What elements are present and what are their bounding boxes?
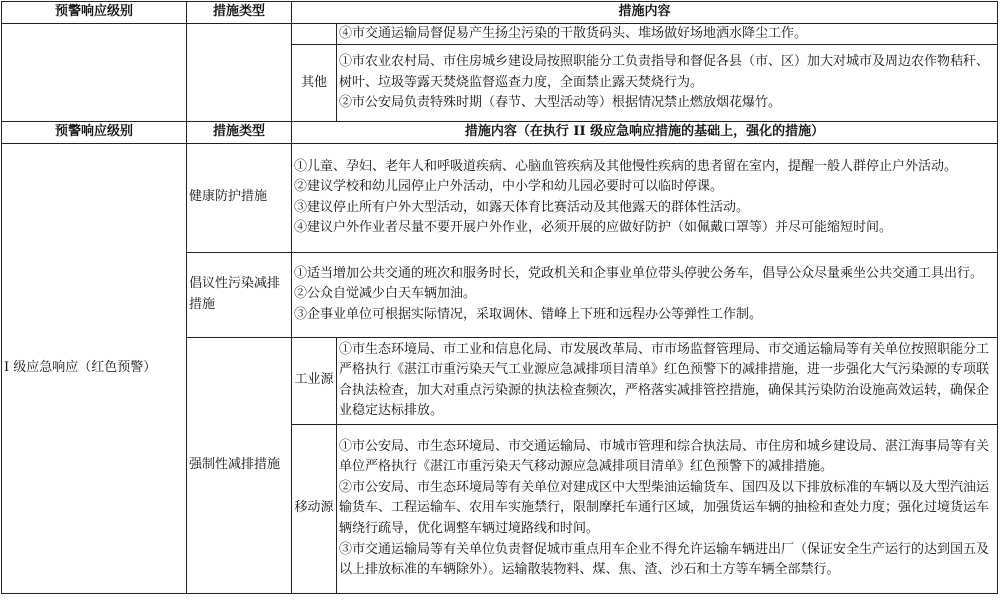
table-header-row	[2, 2, 998, 24]
measure-text-group	[337, 45, 998, 122]
measure-type-health: 健康防护措施	[187, 143, 292, 252]
table-row	[2, 23, 998, 45]
measure-type-advocate: 倡议性污染减排措施	[187, 252, 292, 337]
measure-text: ①市农业农村局、市住房城乡建设局按照职能分工负责指导和督促各县（市、区）加大对城市及周边农作物秸秆、树叶、垃圾等露天焚烧监督巡查力度，全面禁止露天焚烧行为。	[339, 54, 990, 90]
measure-text-group	[292, 252, 998, 337]
measure-text: ②市公安局负责特殊时期（春节、大型活动等）根据情况禁止燃放烟花爆竹。	[339, 95, 782, 111]
measure-text: ④建议户外作业者尽量不要开展户外作业，必须开展的应做好防护（如佩戴口罩等）并尽可能缩短时间。	[294, 220, 893, 236]
empty-subtype-cell	[292, 23, 337, 45]
measure-text: ①儿童、孕妇、老年人和呼吸道疾病、心脑血管疾病及其他慢性疾病的患者留在室内，提醒一般人群停止户外活动。	[294, 158, 958, 174]
header-content: 措施内容（在执行 II 级应急响应措施的基础上，强化的措施）	[292, 122, 998, 144]
measure-text: ①适当增加公共交通的班次和服务时长，党政机关和企事业单位带头停驶公务车，倡导公众尽量乘坐公共交通工具出行。	[294, 265, 984, 281]
response-level-label: I 级应急响应（红色预警）	[2, 143, 187, 593]
measure-text: ①市公安局、市生态环境局、市交通运输局、市城市管理和综合执法局、市住房和城乡建设局、湛江海事局等有关单位严格执行《湛江市重污染天气移动源应急减排项目清单》红色预警下的减排措施。	[339, 438, 990, 475]
mobile-source-label: 移动源	[292, 424, 337, 593]
measure-text: ③建议停止所有户外大型活动，如露天体育比赛活动及其他露天的群体性活动。	[294, 199, 750, 215]
measure-text: ③企事业单位可根据实际情况，采取调休、错峰上下班和远程办公等弹性工作制。	[294, 307, 763, 323]
header-content: 措施内容	[292, 2, 998, 24]
industrial-source-label: 工业源	[292, 337, 337, 424]
measure-text-group	[337, 337, 998, 424]
measure-text: ②建议学校和幼儿园停止户外活动，中小学和幼儿园必要时可以临时停课。	[294, 179, 724, 195]
empty-level-cell	[2, 23, 187, 122]
table-row	[2, 143, 998, 252]
measure-text: ④市交通运输局督促易产生扬尘污染的干散货码头、堆场做好场地洒水降尘工作。	[337, 23, 998, 45]
other-label: 其他	[292, 45, 337, 122]
header-type: 措施类型	[187, 122, 292, 144]
header-level: 预警响应级别	[2, 2, 187, 24]
measure-type-mandatory: 强制性减排措施	[187, 337, 292, 593]
emergency-measures-table	[1, 1, 998, 594]
measure-text-group	[292, 143, 998, 252]
header-level: 预警响应级别	[2, 122, 187, 144]
measure-text: ③市交通运输局等有关单位负责督促城市重点用车企业不得允许运输车辆进出厂（保证安全生产运行的达到国五及以上排放标准的车辆除外）。运输散装物料、煤、焦、渣、沙石和土方等车辆全部禁行。	[339, 541, 990, 578]
measure-text-group	[337, 424, 998, 593]
table-header-row	[2, 122, 998, 144]
empty-type-cell	[187, 23, 292, 122]
header-type: 措施类型	[187, 2, 292, 24]
measure-text: ②公众自觉减少白天车辆加油。	[294, 286, 477, 302]
measure-text: ②市公安局、市生态环境局等有关单位对建成区中大型柴油运输货车、国四及以下排放标准的车辆以及大型汽油运输货车、工程运输车、农用车实施禁行，限制摩托车通行区域，加强货运车辆的抽检和查处力度；强化过境货运车辆绕行疏导，优化调整车辆过境路线和时间。	[339, 479, 990, 537]
measure-text: ①市生态环境局、市工业和信息化局、市发展改革局、市市场监督管理局、市交通运输局等有关单位按照职能分工严格执行《湛江市重污染天气工业源应急减排项目清单》红色预警下的减排措施，进一步强化大气污染源的专项联合执法检查，加大对重点污染源的执法检查频次，严格落实减排管控措施，确保其污染防治设施高效运转，确保企业稳定达标排放。	[339, 341, 990, 419]
